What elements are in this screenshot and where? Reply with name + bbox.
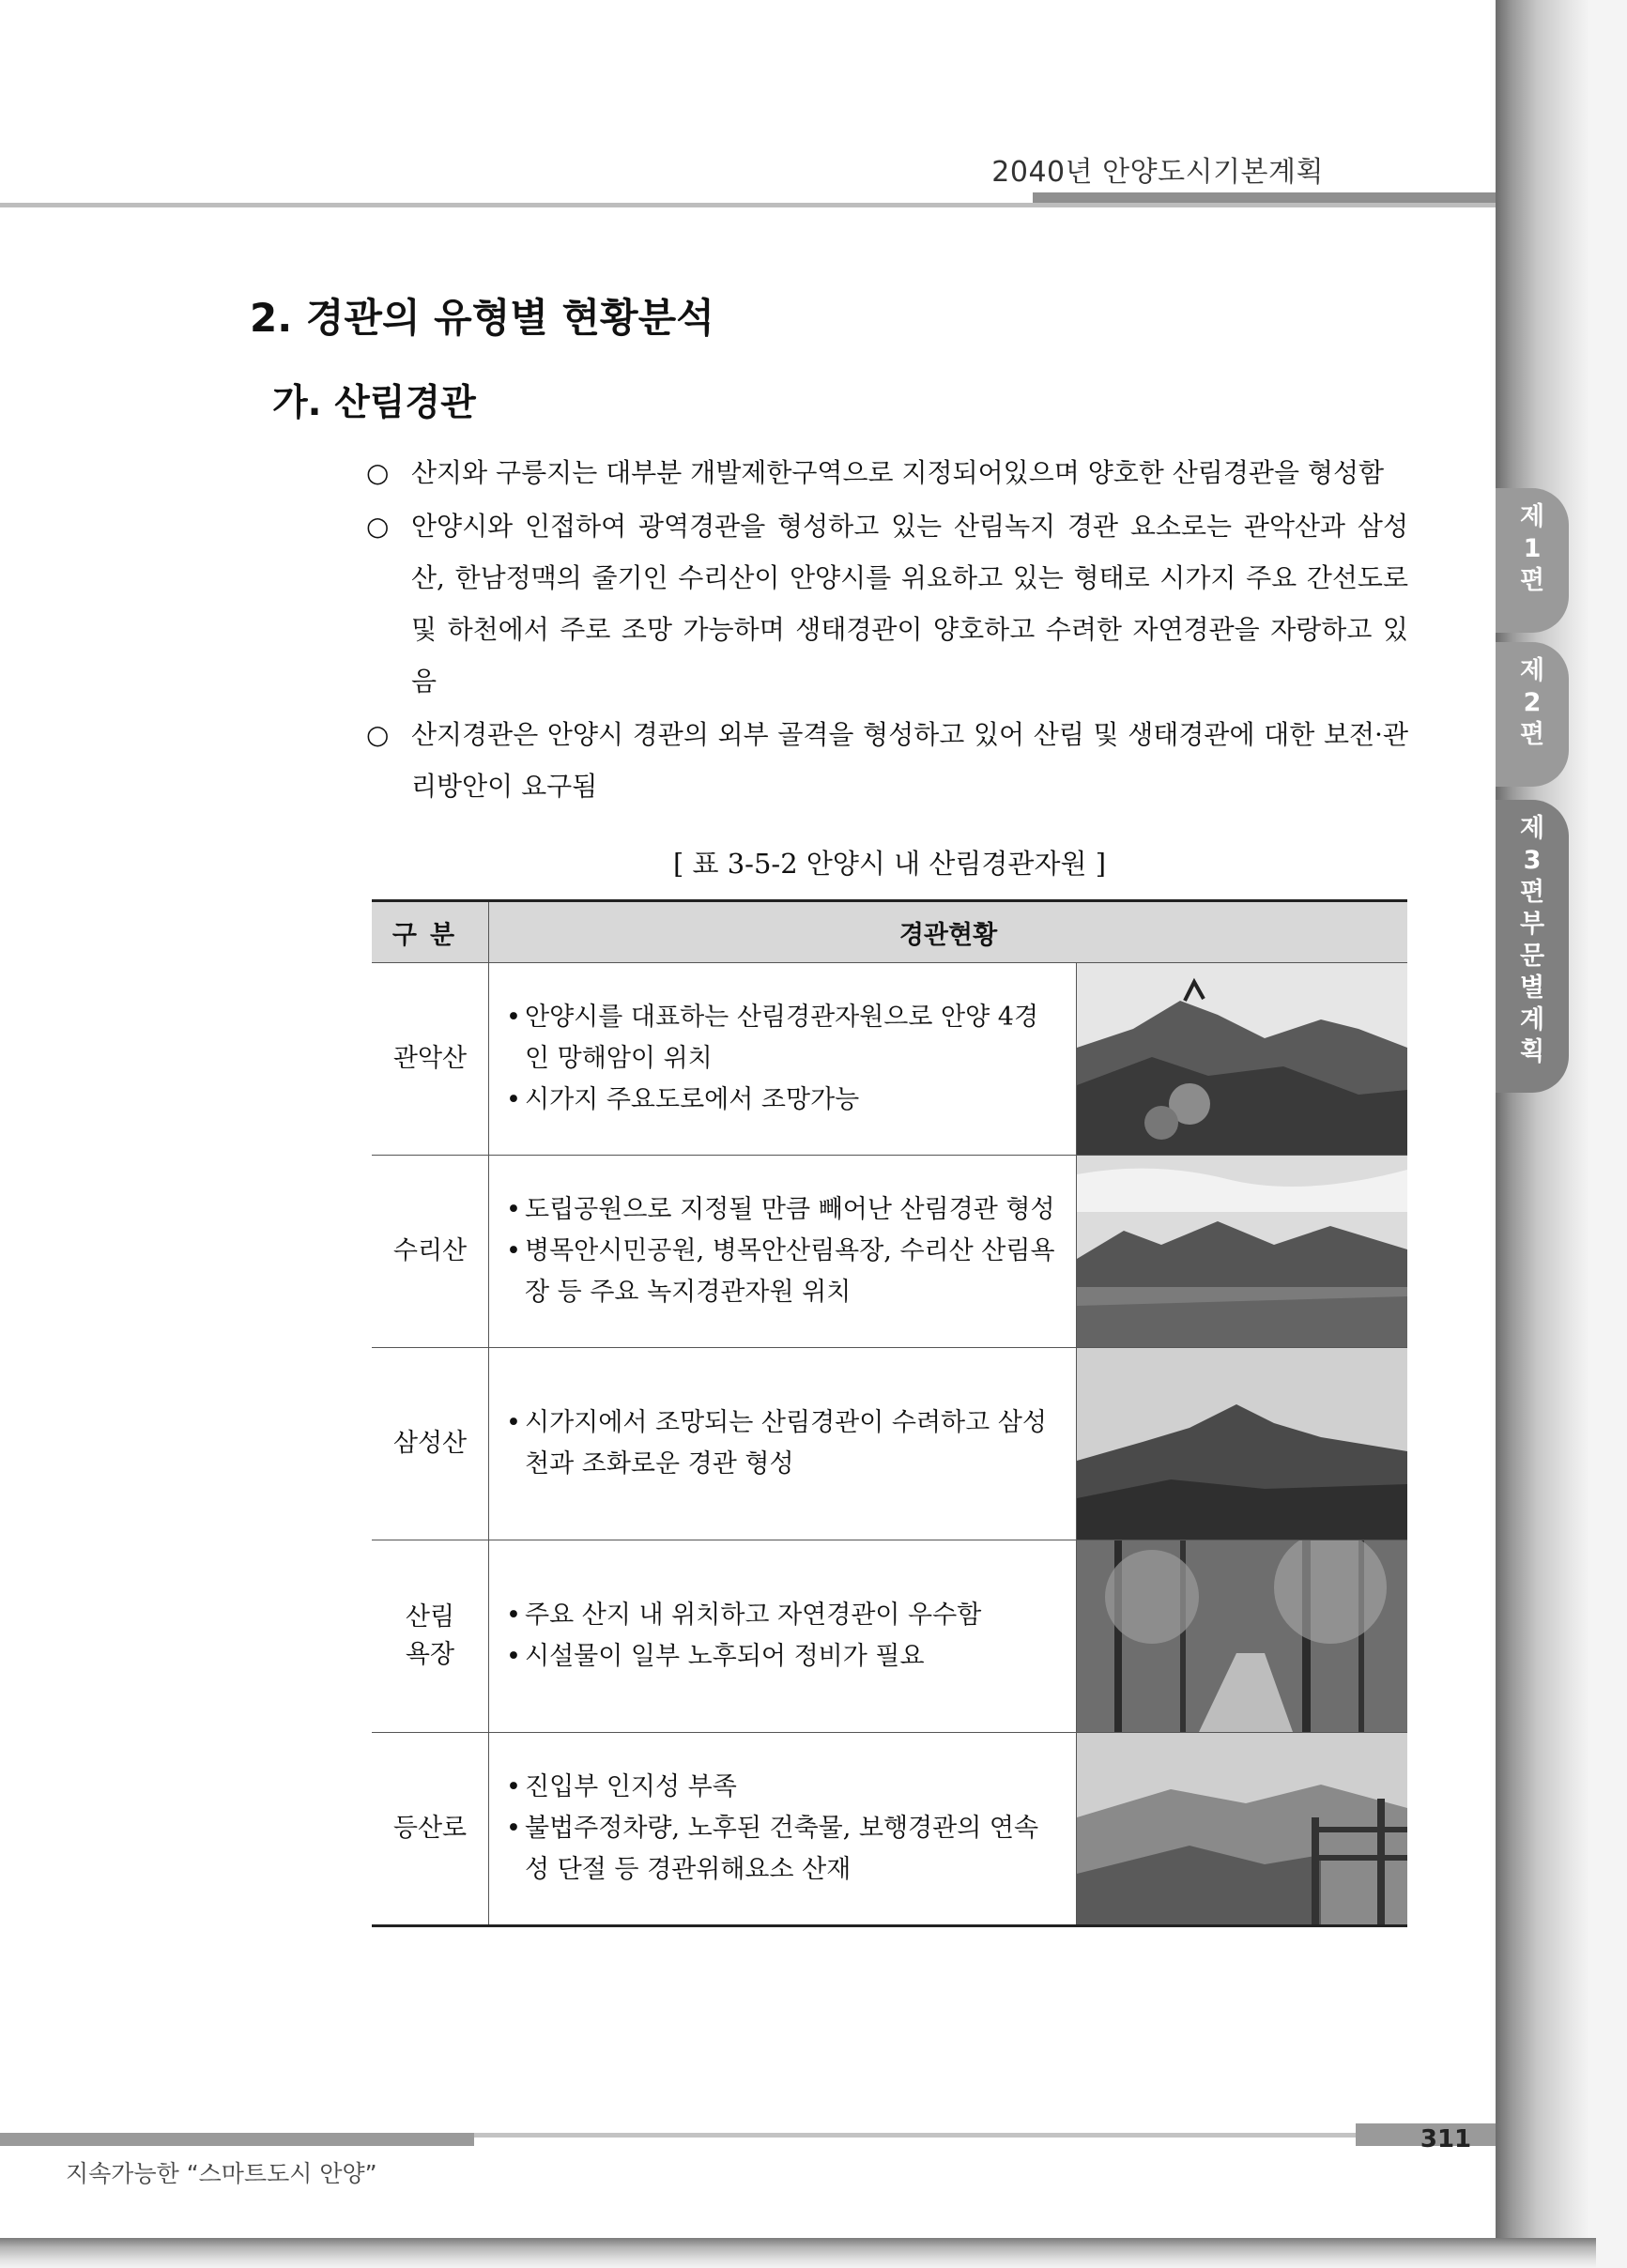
row-description: • 진입부 인지성 부족 • 불법주정차량, 노후된 건축물, 보행경관의 연속성 단절 등 경관위해요소 산재 [489,1733,1077,1926]
table-row [372,1156,1407,1348]
page-bottom-shadow [0,2238,1596,2268]
forest-resources-table [372,899,1407,1927]
row-description: • 안양시를 대표하는 산림경관자원으로 안양 4경인 망해암이 위치 • 시가지 주요도로에서 조망가능 [489,963,1077,1156]
subsection-title: 가. 산림경관 [272,382,476,424]
circle-bullet-icon: ○ [366,511,390,542]
table-header-row [372,901,1407,963]
row-description: • 주요 산지 내 위치하고 자연경관이 우수함 • 시설물이 일부 노후되어 정비가 필요 [489,1540,1077,1733]
tab-part-1[interactable]: 제 1 편 [1496,488,1569,633]
footer-slogan: 지속가능한 “스마트도시 안양” [66,2160,377,2187]
table-row [372,1348,1407,1540]
forest-photo [1077,1540,1408,1733]
mountain-photo [1077,1348,1408,1540]
mountain-photo [1077,963,1408,1156]
table-row [372,963,1407,1156]
row-name: 삼성산 [372,1348,489,1540]
row-name: 등산로 [372,1733,489,1926]
tab-part-2[interactable]: 제 2 편 [1496,642,1569,787]
row-name: 산림 욕장 [372,1540,489,1733]
page-edge-shadow [1496,0,1589,2253]
header-rule [0,203,1496,207]
table-row [372,1733,1407,1926]
row-description: • 시가지에서 조망되는 산림경관이 수려하고 삼성천과 조화로운 경관 형성 [489,1348,1077,1540]
section-title: 2. 경관의 유형별 현황분석 [250,295,714,341]
bullet-list [366,447,1408,814]
running-header: 2040년 안양도시기본계획 [991,156,1324,189]
header-status: 경관현황 [489,901,1408,963]
page-number: 311 [1420,2125,1472,2153]
row-name: 관악산 [372,963,489,1156]
table-caption: [ 표 3-5-2 안양시 내 산림경관자원 ] [672,848,1107,880]
mountain-photo [1077,1156,1408,1348]
row-name: 수리산 [372,1156,489,1348]
bullet-item: ○ 산지와 구릉지는 대부분 개발제한구역으로 지정되어있으며 양호한 산림경관을 형성함 [366,447,1408,498]
tab-part-3[interactable]: 제 3 편 부 문 별 계 획 [1496,800,1569,1093]
circle-bullet-icon: ○ [366,719,390,750]
header-category: 구분 [372,901,489,963]
row-description: • 도립공원으로 지정될 만큼 빼어난 산림경관 형성 • 병목안시민공원, 병목안산림욕장, 수리산 산림욕장 등 주요 녹지경관자원 위치 [489,1156,1077,1348]
header-accent-bar [1033,192,1496,203]
circle-bullet-icon: ○ [366,457,390,488]
bullet-item: ○ 안양시와 인접하여 광역경관을 형성하고 있는 산림녹지 경관 요소로는 관악산과 삼성산, 한남정맥의 줄기인 수리산이 안양시를 위요하고 있는 형태로 시가지 주요 간선도로 및 하천에서 주로 조망 가능하며 생태경관이 양호하고 수려한 자연경관을 자랑하고 있음 [366,500,1408,707]
table-row [372,1540,1407,1733]
footer-accent-left [0,2133,474,2146]
bullet-item: ○ 산지경관은 안양시 경관의 외부 골격을 형성하고 있어 산림 및 생태경관에 대한 보전·관리방안이 요구됨 [366,709,1408,812]
trail-photo [1077,1733,1408,1926]
